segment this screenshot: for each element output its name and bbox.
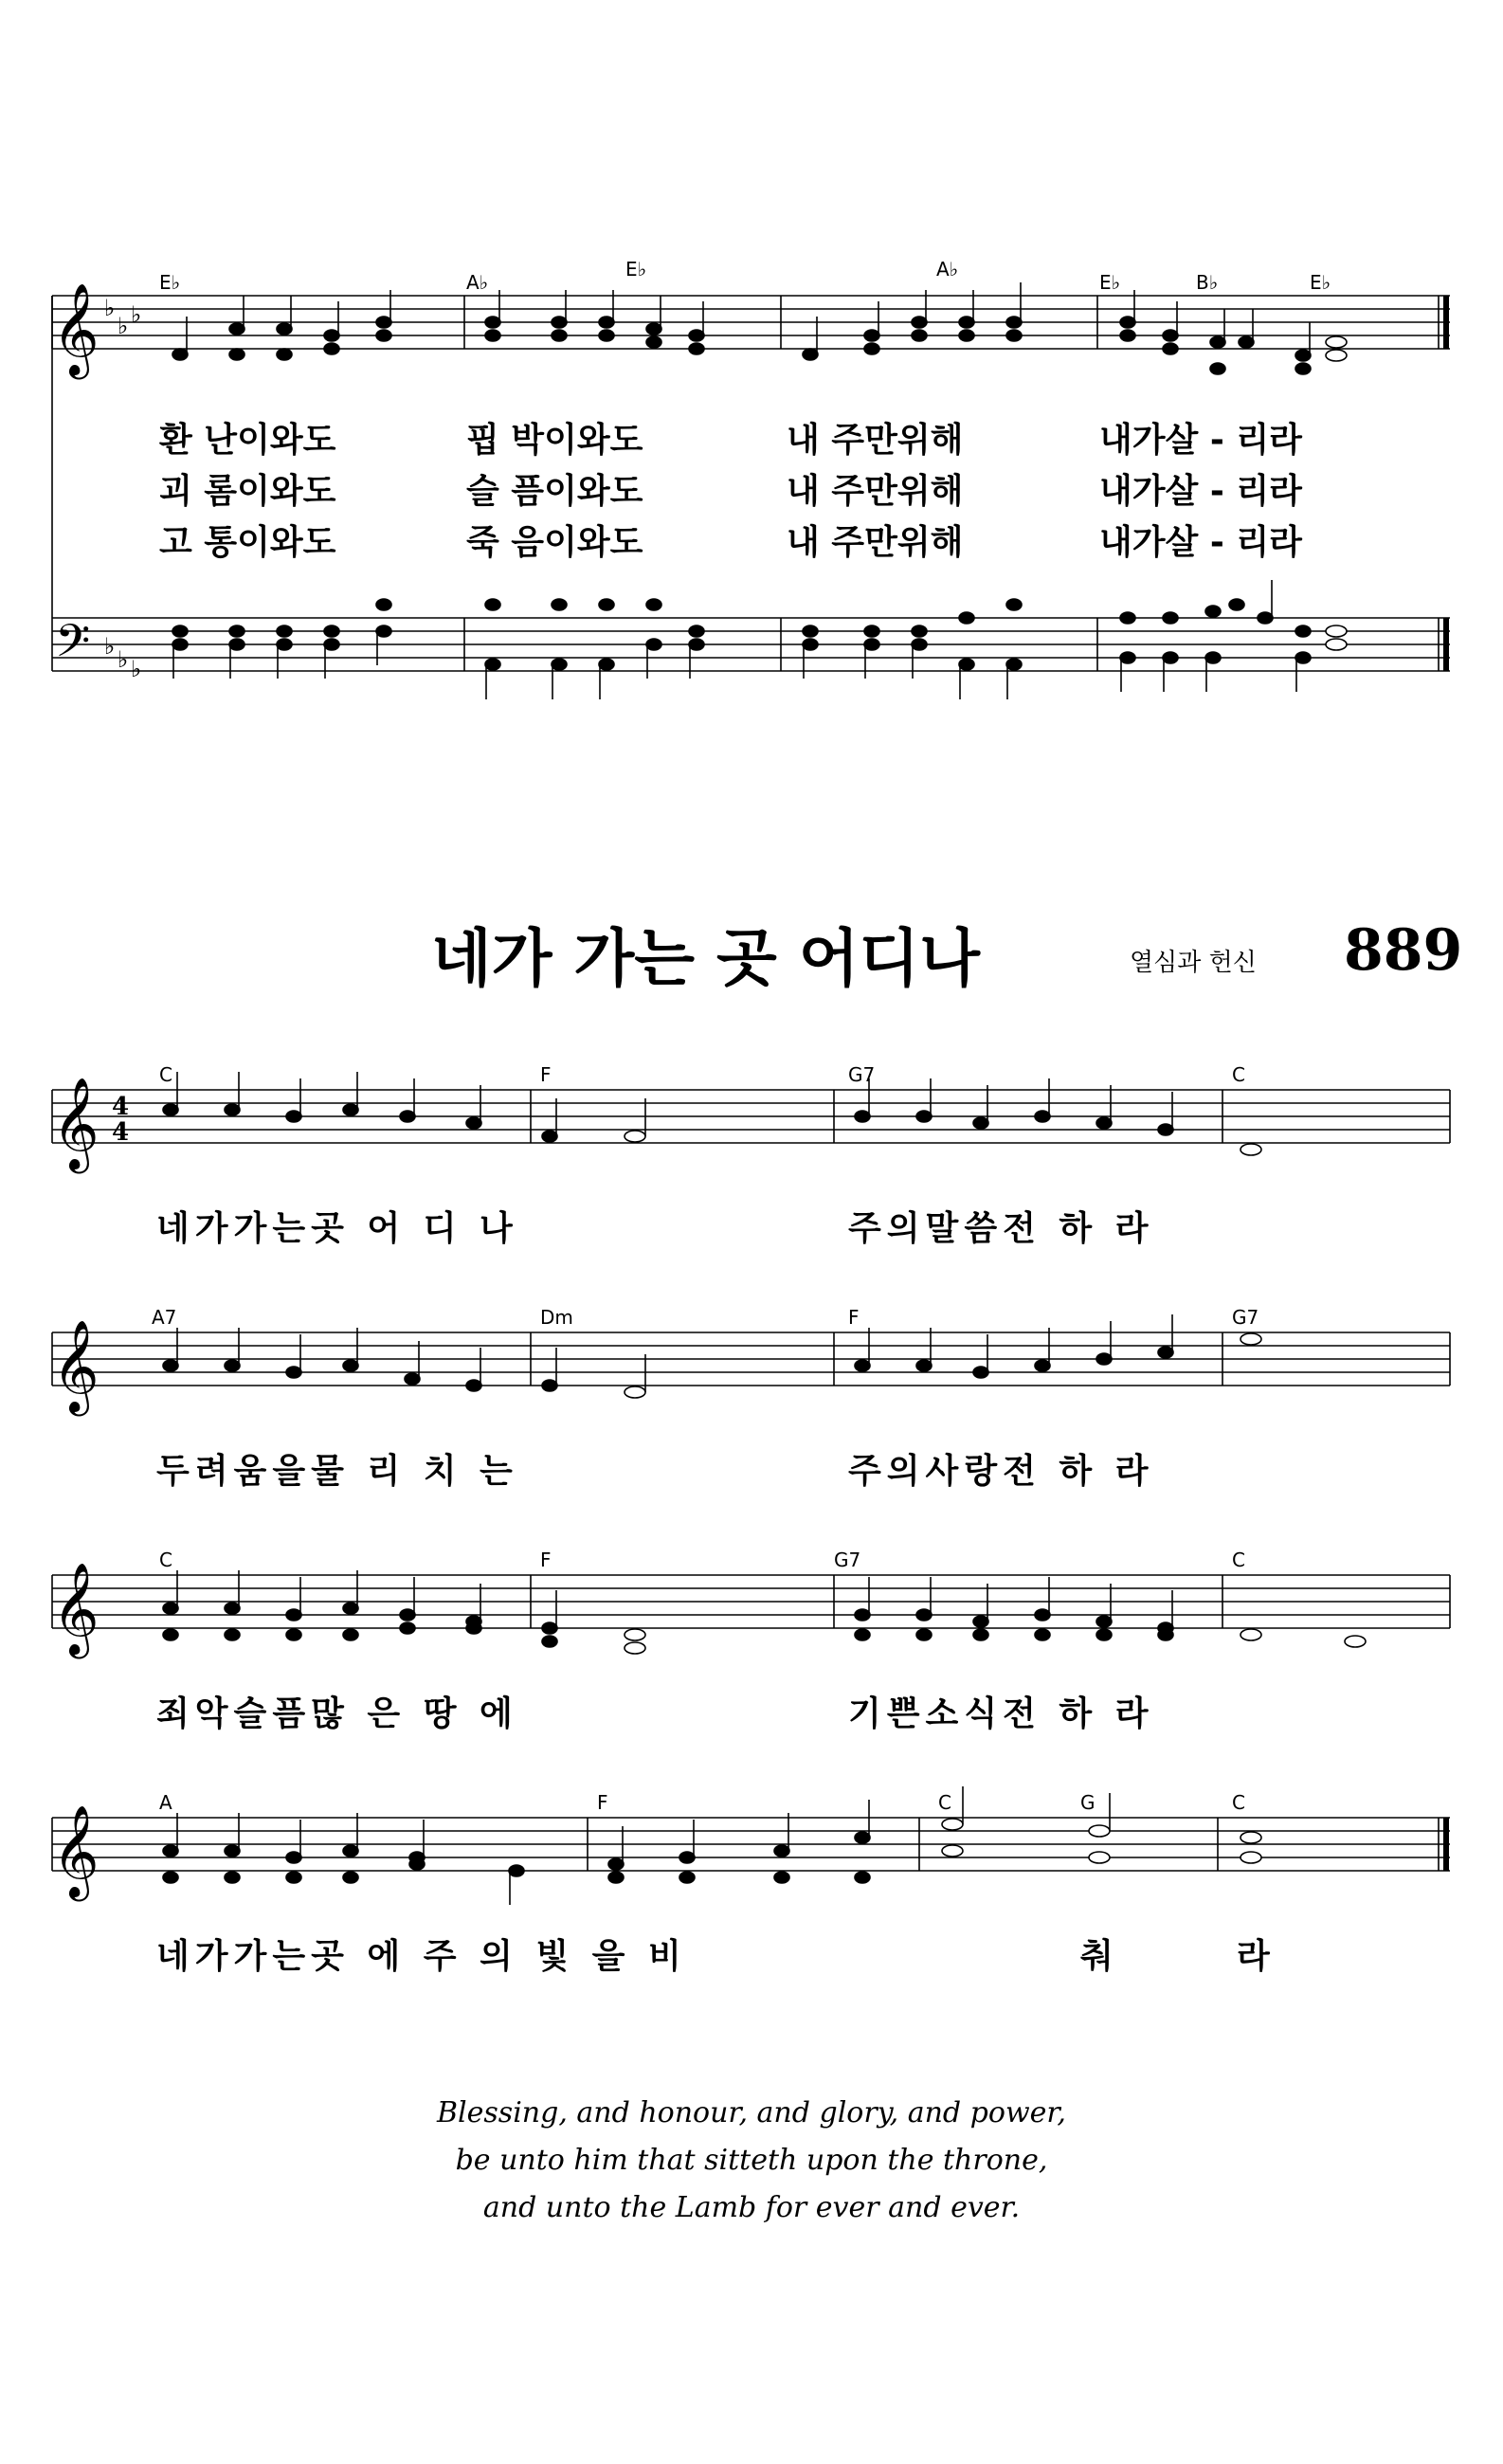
- top-chord-1: E♭: [159, 271, 181, 294]
- chord-s4-2: F: [597, 1791, 608, 1814]
- chord-s3-4: C: [1232, 1549, 1245, 1571]
- lyric-s4-b: 춰: [1080, 1937, 1114, 1976]
- lyric-s1-a: 네가가는곳 어 디 나: [156, 1209, 518, 1248]
- chord-s3-2: F: [540, 1549, 552, 1571]
- svg-text:𝄢: 𝄢: [55, 614, 91, 679]
- lyric: 핍 박이와도: [466, 421, 643, 460]
- svg-text:♭: ♭: [118, 646, 129, 673]
- lyric: 내 주만위해: [787, 472, 964, 511]
- svg-text:𝄞: 𝄞: [52, 1804, 100, 1897]
- svg-text:♭: ♭: [104, 295, 116, 321]
- lyric: 내가살 - 리라: [1099, 421, 1302, 460]
- lyric: 죽 음이와도: [466, 523, 643, 562]
- verse-line-1: Blessing, and honour, and glory, and power,: [437, 2096, 1066, 2129]
- top-chord-7: E♭: [1310, 271, 1331, 294]
- lyric: 고 통이와도: [159, 523, 336, 562]
- lyric-s4-c: 라: [1237, 1937, 1270, 1976]
- svg-text:𝄞: 𝄞: [52, 1077, 100, 1169]
- lyric: 내 주만위해: [787, 523, 964, 562]
- top-chord-3: E♭: [625, 258, 647, 281]
- svg-text:♭: ♭: [104, 633, 116, 660]
- chord-s4-1: A: [159, 1791, 172, 1814]
- chord-s3-3: G7: [834, 1549, 861, 1571]
- verse-line-3: and unto the Lamb for ever and ever.: [482, 2191, 1021, 2224]
- top-chord-5: E♭: [1099, 271, 1121, 294]
- svg-text:♭: ♭: [131, 656, 142, 682]
- lyric: 내가살 - 리라: [1099, 472, 1302, 511]
- svg-text:♭: ♭: [131, 301, 142, 328]
- chord-s3-1: C: [159, 1549, 172, 1571]
- svg-text:4: 4: [112, 1093, 130, 1121]
- top-chord-6: B♭: [1196, 271, 1219, 294]
- chord-s2-2: Dm: [540, 1306, 573, 1329]
- svg-text:𝄞: 𝄞: [52, 1319, 100, 1412]
- top-chord-2: A♭: [466, 271, 489, 294]
- svg-text:4: 4: [112, 1118, 130, 1147]
- hymn-number: 889: [1344, 917, 1463, 984]
- lyric-s1-b: 주의말씀전 하 라: [848, 1209, 1154, 1248]
- chord-s1-4: C: [1232, 1063, 1245, 1086]
- chord-s1-1: C: [159, 1063, 172, 1086]
- lyric-s4-a: 네가가는곳 에 주 의 빛 을 비: [156, 1937, 687, 1976]
- hymn-title: 네가 가는 곳 어디나: [431, 922, 980, 995]
- chord-s1-3: G7: [848, 1063, 876, 1086]
- lyric: 슬 픔이와도: [466, 472, 643, 511]
- lyric-s3-a: 죄악슬픔많 은 땅 에: [156, 1694, 518, 1733]
- lyric-s2-b: 주의사랑전 하 라: [848, 1452, 1154, 1491]
- lyric-s3-b: 기쁜소식전 하 라: [848, 1694, 1154, 1733]
- svg-text:♭: ♭: [118, 313, 129, 339]
- chord-s1-2: F: [540, 1063, 552, 1086]
- chord-s2-4: G7: [1232, 1306, 1259, 1329]
- chord-s4-4: G: [1080, 1791, 1096, 1814]
- top-chord-4: A♭: [936, 258, 959, 281]
- lyric: 내 주만위해: [787, 421, 964, 460]
- chord-s2-3: F: [848, 1306, 860, 1329]
- lyric-s2-a: 두려움을물 리 치 는: [156, 1452, 518, 1491]
- lyric: 괴 롬이와도: [159, 472, 336, 511]
- svg-text:𝄞: 𝄞: [52, 1562, 100, 1655]
- chord-s4-3: C: [938, 1791, 951, 1814]
- lyric: 환 난이와도: [159, 421, 336, 460]
- chord-s2-1: A7: [152, 1306, 177, 1329]
- svg-text:𝄞: 𝄞: [52, 282, 100, 375]
- hymn-category: 열심과 헌신: [1130, 949, 1257, 977]
- lyric: 내가살 - 리라: [1099, 523, 1302, 562]
- chord-s4-5: C: [1232, 1791, 1245, 1814]
- verse-line-2: be unto him that sitteth upon the throne,: [455, 2144, 1048, 2177]
